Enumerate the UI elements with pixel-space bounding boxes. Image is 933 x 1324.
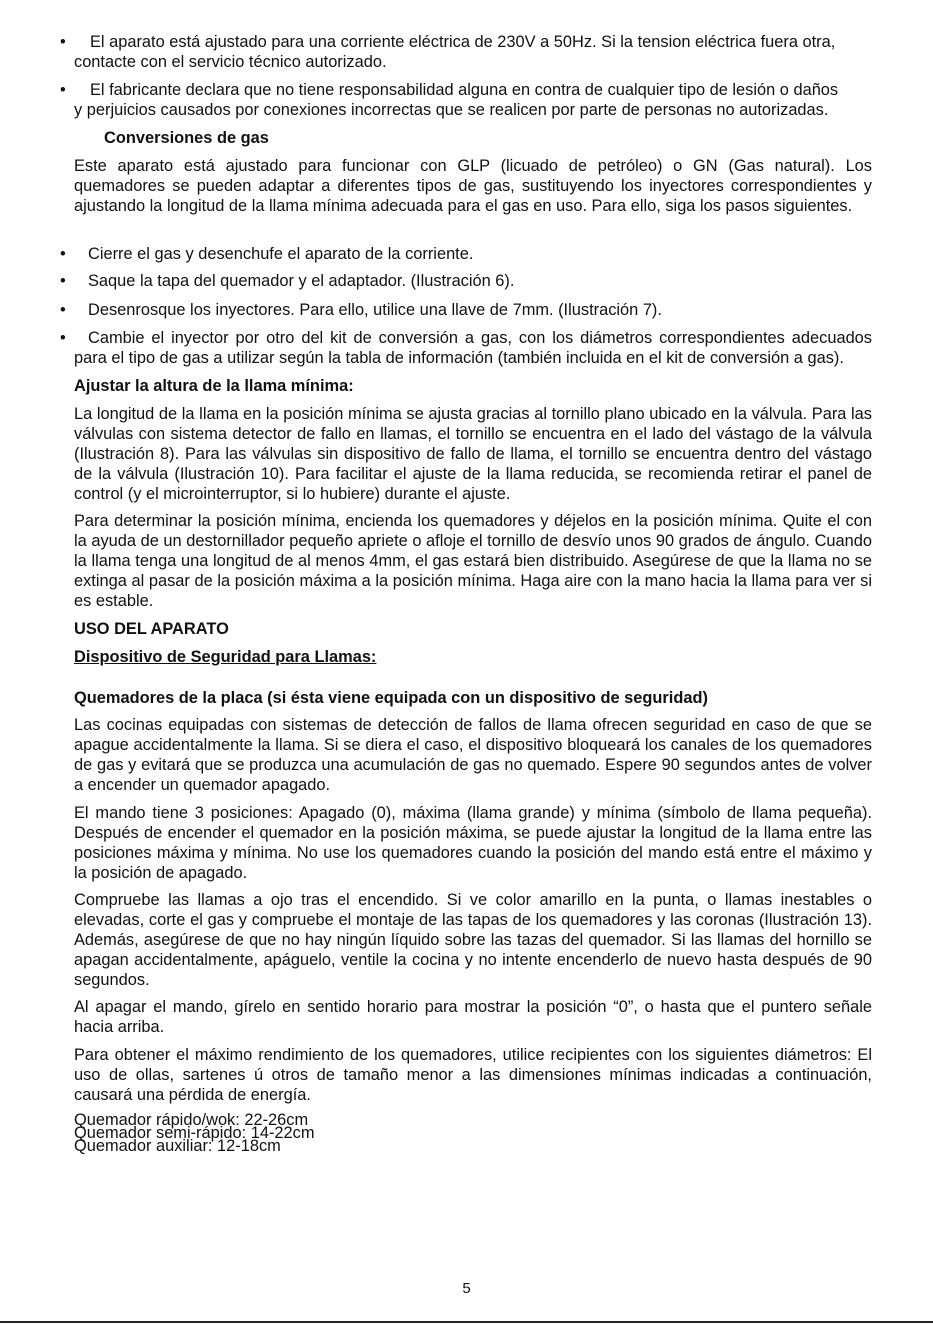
usage-paragraph-5: Para obtener el máximo rendimiento de los quemadores, utilice recipientes con los siguientes diámetros: El uso de ollas, sartenes ú otros de tamaño menor a las dimensiones mínimas indicadas a continuación, causará una pérdida de energía. xyxy=(74,1046,872,1104)
bullet-marker: • xyxy=(60,329,66,347)
usage-heading: USO DEL APARATO xyxy=(74,620,229,638)
burner-size-item: Quemador rápido/wok: 22-26cm xyxy=(74,1111,309,1129)
bullet-marker: • xyxy=(60,272,66,290)
burner-size-list xyxy=(74,1111,872,1155)
gas-conversion-intro: Este aparato está ajustado para funcionar con GLP (licuado de petróleo) o GN (Gas natural). Los quemadores se pueden adaptar a diferentes tipos de gas, sustituyendo los inyectores correspondientes y ajustando la longitud de la llama mínima adecuada para el gas en uso. Para ello, siga los pasos siguientes. xyxy=(74,157,872,215)
bullet-marker: • xyxy=(60,81,66,99)
usage-paragraph-1: Las cocinas equipadas con sistemas de detección de fallos de llama ofrecen seguridad en caso de que se apague accidentalmente la llama. Si se diera el caso, el dispositivo bloqueará los canales de los quemadores de gas y evitará que se produzca una acumulación de gas no quemado. Espere 90 segundos antes de volver a encender un quemador apagado. xyxy=(74,716,872,794)
min-flame-paragraph-1: La longitud de la llama en la posición mínima se ajusta gracias al tornillo plano ubicado en la válvula. Para las válvulas con sistema detector de fallo en llamas, el tornillo se encuentra en el lado del vástago de la válvula (Ilustración 8). Para las válvulas sin dispositivo de fallo de llama, el tornillo se encuentra dentro del vástago de la válvula (Ilustración 10). Para facilitar el ajuste de la llama reducida, se recomienda retirar el panel de control (y el microinterruptor, si lo hubiere) durante el ajuste. xyxy=(74,405,872,503)
burner-size-item: Quemador semi-rápido: 14-22cm xyxy=(74,1124,315,1142)
step-4: Cambie el inyector por otro del kit de conversión a gas, con los diámetros correspondientes adecuados para el tipo de gas a utilizar según la tabla de información (también incluida en el kit de conversión a gas). xyxy=(74,329,872,367)
min-flame-heading: Ajustar la altura de la llama mínima: xyxy=(74,377,354,395)
safety-heading xyxy=(74,647,376,667)
gas-conversion-heading: Conversiones de gas xyxy=(104,129,269,147)
page-number: 5 xyxy=(462,1280,471,1297)
step-2: Saque la tapa del quemador y el adaptador. (Ilustración 6). xyxy=(88,272,515,290)
bullet-marker: • xyxy=(60,245,66,263)
bullet-liability: El fabricante declara que no tiene responsabilidad alguna en contra de cualquier tipo de lesión o daños y perjuicios causados por conexiones incorrectas que se realicen por parte de personas no autorizadas. xyxy=(74,81,839,119)
bullet-marker: • xyxy=(60,33,66,51)
safety-heading-text: Dispositivo de Seguridad para Llamas: xyxy=(74,648,377,666)
step-1: Cierre el gas y desenchufe el aparato de la corriente. xyxy=(88,245,474,263)
step-3: Desenrosque los inyectores. Para ello, utilice una llave de 7mm. (Ilustración 7). xyxy=(88,301,662,319)
usage-paragraph-2: El mando tiene 3 posiciones: Apagado (0), máxima (llama grande) y mínima (símbolo de llama pequeña). Después de encender el quemador en la posición máxima, se puede ajustar la longitud de la llama entre las posiciones máxima y mínima. No use los quemadores cuando la posición del mando está entre el máximo y la posición de apagado. xyxy=(74,804,872,882)
min-flame-paragraph-2: Para determinar la posición mínima, encienda los quemadores y déjelos en la posición mínima. Quite el con la ayuda de un destornillador pequeño apriete o afloje el tornillo de desvío unos 90 grados de ángulo. Cuando la llama tenga una longitud de al menos 4mm, el gas estará bien distribuido. Asegúrese de que la llama no se extinga al pasar de la posición máxima a la posición mínima. Haga aire con la mano hacia la llama para ver si es estable. xyxy=(74,512,872,610)
bullet-marker: • xyxy=(60,301,66,319)
burner-size-item: Quemador auxiliar: 12-18cm xyxy=(74,1137,281,1155)
burners-heading: Quemadores de la placa (si ésta viene equipada con un dispositivo de seguridad) xyxy=(74,689,708,707)
usage-paragraph-3: Compruebe las llamas a ojo tras el encendido. Si ve color amarillo en la punta, o llamas inestables o elevadas, corte el gas y compruebe el montaje de las tapas de los quemadores y las coronas (Ilustración 13). Además, asegúrese de que no hay ningún líquido sobre las tazas del quemador. Si las llamas del hornillo se apagan accidentalmente, apáguelo, ventile la cocina y no intente encenderlo de nuevo hasta después de 90 segundos. xyxy=(74,891,872,989)
bullet-voltage: El aparato está ajustado para una corriente eléctrica de 230V a 50Hz. Si la tension eléctrica fuera otra, contacte con el servicio técnico autorizado. xyxy=(74,33,836,71)
bottom-divider xyxy=(0,1321,933,1323)
usage-paragraph-4: Al apagar el mando, gírelo en sentido horario para mostrar la posición “0”, o hasta que el puntero señale hacia arriba. xyxy=(74,998,872,1036)
